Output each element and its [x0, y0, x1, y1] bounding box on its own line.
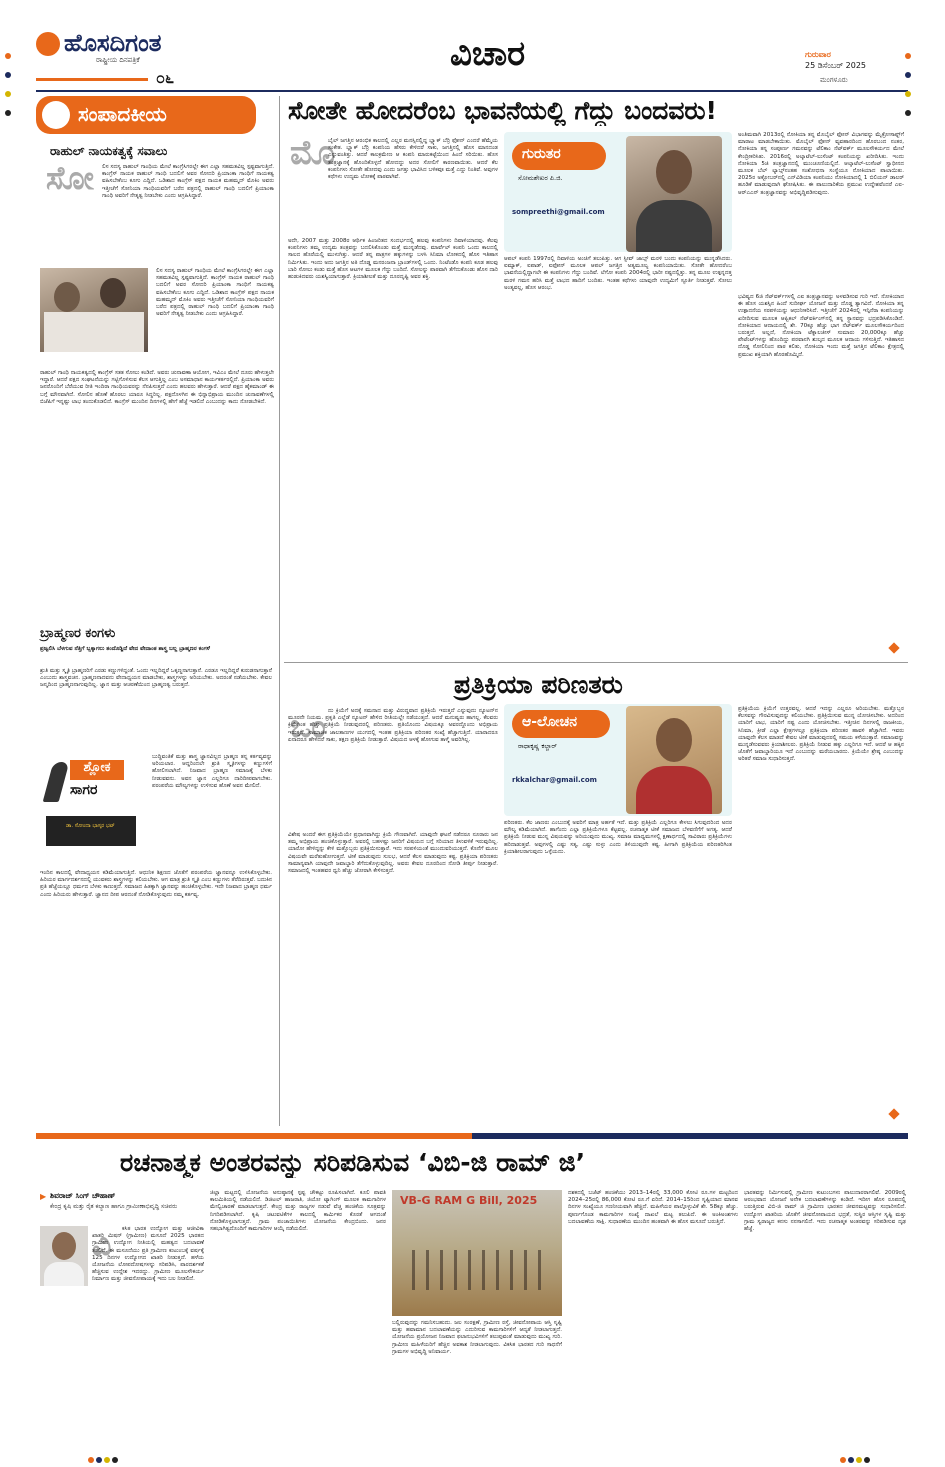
author-2-email: rkkalchar@gmail.com: [512, 776, 597, 784]
article-2: [284, 666, 908, 1126]
quill-icon: [43, 762, 70, 802]
article-1-headline: ಸೋತೇ ಹೋದರೆಂಬ ಭಾವನೆಯಲ್ಲಿ ಗೆದ್ದು ಬಂದವರು!: [288, 96, 717, 125]
author-2-portrait: [626, 706, 722, 814]
author-1-name: ಸೋಮಶೇಖರ ಪಿ.ಜಿ.: [518, 174, 563, 182]
shloka-title-2: ಸಾಗರ: [70, 782, 98, 798]
masthead-city: ಮಂಗಳೂರು: [820, 76, 848, 84]
article-3-col-1: ಕಸಿತ ಭಾರತ ಉದ್ಯೋಗ ಮತ್ತು ಆಜೀವಿಕಾ ಖಾತರಿ ಮಿಷನ್ (ಗ್ರಾಮೀಣ) ಮಸೂದೆ 2025 ಭಾರತದ ಗ್ರಾಮೀಣ ಉದ್ಯೋಗ ನೀತಿಯಲ್ಲಿ ಮಹತ್ವದ ಬದಲಾವಣೆ ತರಲಿದೆ. ಈ ಮಸೂದೆಯು ಪ್ರತಿ ಗ್ರಾಮೀಣ ಕುಟುಂಬಕ್ಕೆ ವರ್ಷಕ್ಕೆ 125 ದಿನಗಳ ಉದ್ಯೋಗದ ಖಾತರಿ ನೀಡುತ್ತದೆ. ಹಳೆಯ ಯೋಜನೆಯ ಲೋಪದೋಷಗಳನ್ನು ಸರಿಪಡಿಸಿ, ಪಾರದರ್ಶಕತೆ ಹೆಚ್ಚಿಸುವ ಉದ್ದೇಶ ಇದರದ್ದು. ಗ್ರಾಮೀಣ ಮೂಲಸೌಕರ್ಯ ನಿರ್ಮಾಣ ಮತ್ತು ಜೀವನೋಪಾಯಕ್ಕೆ ಇದು ಬಲ ನೀಡಲಿದೆ.: [92, 1226, 204, 1283]
article-1-col-2: ಅದೇ, 2007 ಮತ್ತು 2008ರ ಆರ್ಥಿಕ ಹಿಂಜರಿತದ ಸಂದರ್ಭದಲ್ಲಿ ಹಲವು ಕಂಪನಿಗಳು ದಿವಾಳಿಯಾದವು. ಕೆಲವು ಕಂಪನಿಗಳು ತಮ್ಮ ಉದ್ಯಮ ತಂತ್ರವನ್ನು ಬದಲಿಸಿಕೊಂಡು ಮತ್ತೆ ಮುನ್ನಡೆದವು. ಮಾರ್ವೆಲ್ ಕಂಪನಿ ಒಂದು ಕಾಲದಲ್ಲಿ ಸಾಲದ ಹೊರೆಯಲ್ಲಿ ಮುಳುಗಿತ್ತು. ಆದರೆ ತನ್ನ ಪಾತ್ರಗಳ ಹಕ್ಕುಗಳನ್ನು ಬಳಸಿ ಸಿನಿಮಾ ಲೋಕದಲ್ಲಿ ಹೊಸ ಇತಿಹಾಸ ನಿರ್ಮಿಸಿತು. ಇಂದು ಅದು ಜಗತ್ತಿನ ಅತಿ ದೊಡ್ಡ ಮನರಂಜನಾ ಬ್ರಾಂಡ್‌ಗಳಲ್ಲಿ ಒಂದು. ನಿಂಟೆಂಡೊ ಕಂಪನಿ ಕೂಡ ಹಲವು ಬಾರಿ ಸೋಲು ಕಂಡು ಮತ್ತೆ ಹೊಸ ಆಟಗಳ ಮೂಲಕ ಗೆದ್ದು ಬಂದಿದೆ. ಸೋಲನ್ನು ಪಾಠವಾಗಿ ತೆಗೆದುಕೊಂಡು ಹೊಸ ದಾರಿ ಹುಡುಕಿದವರು ಯಶಸ್ವಿಯಾಗುತ್ತಾರೆ. ಕ್ರಿಯಾಶೀಲತೆ ಮತ್ತು ದೂರದೃಷ್ಟಿ ಅವರ ಶಕ್ತಿ.: [288, 238, 498, 281]
article-3-author-shirt: [44, 1262, 84, 1286]
registration-dots-bottom-left: [88, 1448, 148, 1456]
vbg-photo-caption: VB-G RAM G Bill, 2025: [400, 1194, 538, 1207]
article-3-headline: ರಚನಾತ್ಮಕ ಅಂತರವನ್ನು ಸರಿಪಡಿಸುವ ‘ವಿಬಿ-ಜಿ ರಾಮ್ ಜಿ’: [120, 1148, 586, 1177]
article-1-col-4: ಅಂತಿಮವಾಗಿ 2013ರಲ್ಲಿ ನೋಕಿಯಾ ತನ್ನ ಮೊಬೈಲ್ ಫೋನ್ ವಿಭಾಗವನ್ನು ಮೈಕ್ರೋಸಾಫ್ಟ್‌ಗೆ ಮಾರಾಟ ಮಾಡಬೇಕಾಯಿತು. ಮೊಬೈಲ್ ಫೋನ್ ವ್ಯವಹಾರದಿಂದ ಹೊರಬಂದ ನಂತರ, ನೋಕಿಯಾ ತನ್ನ ಸಂಪೂರ್ಣ ಗಮನವನ್ನು ಟೆಲಿಕಾಂ ನೆಟ್‌ವರ್ಕ್ ಮೂಲಸೌಕರ್ಯದ ಮೇಲೆ ಕೇಂದ್ರೀಕರಿಸಿತು. 2016ರಲ್ಲಿ ಅಲ್ಕಾಟೆಲ್-ಲುಸೆಂಟ್ ಕಂಪನಿಯನ್ನು ಖರೀದಿಸಿತು. ಇಂದು ನೋಕಿಯಾ 5ಜಿ ತಂತ್ರಜ್ಞಾನದಲ್ಲಿ ಮುಂಚೂಣಿಯಲ್ಲಿದೆ. ಆಲ್ಕಾಟೆಲ್-ಲುಸೆಂಟ್ ಸ್ವಾಧೀನದ ಮೂಲಕ ಬೆಲ್ ಲ್ಯಾಬ್ಸ್‌ನಂತಹ ಸಂಶೋಧನಾ ಸಂಸ್ಥೆಯೂ ನೋಕಿಯಾದ ಪಾಲಾಯಿತು. 2025ರ ಅಕ್ಟೋಬರ್‌ನಲ್ಲಿ ಎನ್‌ವಿಡಿಯಾ ಕಂಪನಿಯು ನೋಕಿಯಾದಲ್ಲಿ 1 ಬಿಲಿಯನ್ ಡಾಲರ್ ಹೂಡಿಕೆ ಮಾಡುವುದಾಗಿ ಘೋಷಿಸಿತು. ಈ ಪಾಲುದಾರಿಕೆಯ ಪ್ರಮುಖ ಉದ್ದೇಶವೆಂದರೆ ಎಐ-ಆರ್‌ಎಎನ್ ತಂತ್ರಜ್ಞಾನವನ್ನು ಅಭಿವೃದ್ಧಿಪಡಿಸುವುದು.: [738, 132, 904, 196]
section-title: ವಿಚಾರ: [450, 34, 526, 74]
masthead-day: ಗುರುವಾರ: [805, 50, 831, 59]
page-number: ೦೬: [156, 68, 174, 87]
editorial-dropcap: ಸೋ: [46, 159, 94, 197]
bottom-band: [36, 1130, 908, 1142]
author-2-shirt: [636, 766, 712, 814]
author-1-face: [656, 150, 692, 194]
author-2-name: ರಾಧಾಕೃಷ್ಣ ಕಲ್ಚಾರ್: [518, 742, 557, 750]
article-3-author-name: ಶಿವರಾಜ್ ಸಿಂಗ್ ಚೌಹಾಣ್: [50, 1191, 116, 1200]
masthead-date: 25 ಡಿಸೆಂಬರ್ 2025: [805, 61, 867, 70]
byline-arrow-icon: ▶: [40, 1192, 47, 1201]
editorial-label: [36, 96, 256, 134]
article-1-col-3: ಆಪಲ್ ಕಂಪನಿ 1997ರಲ್ಲಿ ದಿವಾಳಿಯ ಅಂಚಿಗೆ ತಲುಪಿತ್ತು. ಆಗ ಸ್ಟೀವ್ ಜಾಬ್ಸ್ ಮರಳಿ ಬಂದು ಕಂಪನಿಯನ್ನು ಮುನ್ನಡೆಸಿದರು. ಐಮ್ಯಾಕ್, ಐಪಾಡ್, ಐಫೋನ್ ಮೂಲಕ ಆಪಲ್ ಜಗತ್ತಿನ ಅತ್ಯಮೂಲ್ಯ ಕಂಪನಿಯಾಯಿತು. ಸೋತೇ ಹೋದರೆಂಬ ಭಾವನೆಯಲ್ಲಿದ್ದಾಗಲೇ ಈ ಕಂಪನಿಗಳು ಗೆದ್ದು ಬಂದಿವೆ. ಲೆಗೋ ಕಂಪನಿ 2004ರಲ್ಲಿ ಭಾರೀ ನಷ್ಟದಲ್ಲಿತ್ತು. ತನ್ನ ಮೂಲ ಉತ್ಪನ್ನದತ್ತ ಮರಳಿ ಗಮನ ಹರಿಸಿ ಮತ್ತೆ ಲಾಭದ ಹಾದಿಗೆ ಬಂದಿತು. ಇಂತಹ ಕಥೆಗಳು ಯಾವುದೇ ಉದ್ಯಮಿಗೆ ಸ್ಫೂರ್ತಿ ನೀಡುತ್ತವೆ. ಸೋಲು ಅಂತ್ಯವಲ್ಲ, ಹೊಸ ಆರಂಭ.: [504, 256, 732, 291]
masthead-rule: [36, 90, 908, 92]
registration-dots-left: [5, 44, 13, 114]
article-2-col-3: ಪರಿಣತರು. ಕೆಲ ಜಾಣರು ಎಂಬುದಕ್ಕೆ ಅವರಿಗೆ ಮಾತ್ರ ಅರ್ಹತೆ ಇದೆ. ಮತ್ತು ಪ್ರತಿಕ್ರಿಯೆ ಎಲ್ಲರಿಗೂ ಕೇಳಲು ಸಿಗುವುದರಿಂದ ಅದರ ಮೌಲ್ಯ ಕಡಿಮೆಯಾಗಿದೆ. ಹಾಗೆಂದು ಎಲ್ಲಾ ಪ್ರತಿಕ್ರಿಯೆಗಳೂ ಕೆಟ್ಟವಲ್ಲ. ರಚನಾತ್ಮಕ ಟೀಕೆ ಸಮಾಜದ ಬೆಳವಣಿಗೆಗೆ ಅಗತ್ಯ. ಆದರೆ ಪ್ರತಿಕ್ರಿಯೆ ನೀಡುವ ಮುನ್ನ ವಿಷಯವನ್ನು ಅರಿಯುವುದು ಮುಖ್ಯ. ಸಮಾಜ ಮಾಧ್ಯಮಗಳಲ್ಲಿ ಕ್ಷಣಾರ್ಧದಲ್ಲಿ ಸಾವಿರಾರು ಪ್ರತಿಕ್ರಿಯೆಗಳು ಹರಿದಾಡುತ್ತವೆ. ಅವುಗಳಲ್ಲಿ ಎಷ್ಟು ಸತ್ಯ, ಎಷ್ಟು ಸುಳ್ಳು ಎಂದು ತಿಳಿಯುವುದೇ ಕಷ್ಟ. ಹೀಗಾಗಿ ಪ್ರತಿಕ್ರಿಯೆಯ ಪರಿಣತರಿಗಿಂತ ಕ್ರಿಯಾಶೀಲರಾಗುವುದು ಒಳ್ಳೆಯದು.: [504, 820, 732, 855]
article-2-dropcap: ಒಂ: [290, 707, 326, 745]
page-number-bar: [36, 78, 148, 81]
brahmana-section: [36, 626, 276, 1126]
article-3-dropcap: ವಿ: [92, 1228, 112, 1263]
author-1-email: sompreethi@gmail.com: [512, 208, 605, 216]
article-1-col-5: ಭವಿಷ್ಯದ 6ಜಿ ನೆಟ್‌ವರ್ಕ್‌ಗಳಲ್ಲಿ ಎಐ ತಂತ್ರಜ್ಞಾನವನ್ನು ಅಳವಡಿಸುವ ಗುರಿ ಇದೆ. ನೋಕಿಯಾದ ಈ ಹೊಸ ಯಶಸ್ಸಿನ ಹಿಂದೆ ಸುದೀರ್ಘ ಯೋಜನೆ ಮತ್ತು ದೊಡ್ಡ ತ್ಯಾಗವಿದೆ. ನೋಕಿಯಾ ತನ್ನ ಉತ್ಪಾದನೆಯ ಸರಪಳಿಯನ್ನು ಆಧುನೀಕರಿಸಿದೆ. ಇತ್ತೀಚೆಗೆ 2024ರಲ್ಲಿ ಇನ್ಫಿನೆರಾ ಕಂಪನಿಯನ್ನು ಖರೀದಿಸುವ ಮೂಲಕ ಆಪ್ಟಿಕಲ್ ನೆಟ್‌ವರ್ಕಿಂಗ್‌ನಲ್ಲಿ ತನ್ನ ಸ್ಥಾನವನ್ನು ಭದ್ರಪಡಿಸಿಕೊಂಡಿದೆ. ನೋಕಿಯಾದ ಆದಾಯದಲ್ಲಿ ಶೇ. 70ಕ್ಕೂ ಹೆಚ್ಚು ಭಾಗ ನೆಟ್‌ವರ್ಕ್ ಮೂಲಸೌಕರ್ಯದಿಂದ ಬರುತ್ತದೆ. ಅಲ್ಲದೆ, ನೋಕಿಯಾ ಟೆಕ್ನಾಲಜೀಸ್ ಸುಮಾರು 20,000ಕ್ಕೂ ಹೆಚ್ಚು ಪೇಟೆಂಟ್‌ಗಳನ್ನು ಹೊಂದಿದ್ದು ಪರವಾನಗಿ ಶುಲ್ಕದ ಮೂಲಕ ಆದಾಯ ಗಳಿಸುತ್ತಿದೆ. ಇತಿಹಾಸದ ದೊಡ್ಡ ಸೋಲಿನಿಂದ ಪಾಠ ಕಲಿತು, ನೋಕಿಯಾ ಇಂದು ಮತ್ತೆ ಜಗತ್ತಿನ ಟೆಲಿಕಾಂ ಕ್ಷೇತ್ರದಲ್ಲಿ ಪ್ರಮುಖ ಶಕ್ತಿಯಾಗಿ ಹೊರಹೊಮ್ಮಿದೆ.: [738, 294, 904, 358]
registration-dots-bottom-right: [840, 1448, 900, 1456]
article-3-col-5: ಭಾರತವನ್ನು ನಿರ್ಮಿಸುವಲ್ಲಿ ಗ್ರಾಮೀಣ ಕುಟುಂಬಗಳು ಪಾಲುದಾರರಾಗಲಿವೆ. 2009ರಲ್ಲಿ ಆರಂಭವಾದ ಯೋಜನೆ ಅನೇಕ ಬದಲಾವಣೆಗಳನ್ನು ಕಂಡಿದೆ. ಇದೀಗ ಹೊಸ ರೂಪದಲ್ಲಿ ಬರುತ್ತಿರುವ ವಿಬಿ-ಜಿ ರಾಮ್ ಜಿ ಗ್ರಾಮೀಣ ಭಾರತದ ಜೀವನಮಟ್ಟವನ್ನು ಸುಧಾರಿಸಲಿದೆ. ಉದ್ಯೋಗ ಖಾತರಿಯ ಜೊತೆಗೆ ಜೀವನೋಪಾಯದ ಭದ್ರತೆ, ಸುಸ್ಥಿರ ಆಸ್ತಿಗಳ ಸೃಷ್ಟಿ ಮತ್ತು ಗ್ರಾಮ ಸ್ವರಾಜ್ಯದ ಕನಸು ನನಸಾಗಲಿದೆ. ಇದು ರಚನಾತ್ಮಕ ಅಂತರವನ್ನು ಸರಿಪಡಿಸುವ ದೃಢ ಹೆಜ್ಜೆ.: [744, 1190, 906, 1233]
editorial-body-1b: ಲಿಸ ಸದಸ್ಯ ರಾಹುಲ್ ಗಾಂಧಿಯ ಮೇಲೆ ಕಾಂಗ್ರೆಸಿಗರಲ್ಲೇ ಈಗ ಎಲ್ಲಾ ಸಹಮತವಿಲ್ಲ ಸ್ಪಷ್ಟವಾಗುತ್ತಿದೆ. ಕಾಂಗ್ರೆಸ್ ನಾಯಕ ರಾಹುಲ್ ಗಾಂಧಿ ಬದಲಿಗೆ ಅವರ ಸೋದರಿ ಪ್ರಿಯಾಂಕಾ ಗಾಂಧಿಗೆ ನಾಯಕತ್ವ ವಹಿಸಬೇಕೆಂಬ ಕೂಗು ಎದ್ದಿದೆ. ಒಡಿಶಾದ ಕಾಂಗ್ರೆಸ್ ಪಕ್ಷದ ನಾಯಕ ಮಹಮ್ಮದ್ ಮೊಕಿಂ ಅವರು ಇತ್ತೀಚೆಗೆ ಸೋನಿಯಾ ಗಾಂಧಿಯವರಿಗೆ ಬರೆದ ಪತ್ರದಲ್ಲಿ ರಾಹುಲ್ ಗಾಂಧಿ ಬದಲಿಗೆ ಪ್ರಿಯಾಂಕಾ ಗಾಂಧಿ ಅವರಿಗೆ ನೇತೃತ್ವ ನೀಡಬೇಕು ಎಂದು ಆಗ್ರಹಿಸಿದ್ದಾರೆ.: [156, 268, 274, 318]
column-rule-left: [279, 96, 280, 1126]
shloka-author-name: ಡಾ. ಸೋಂದಾ ಭಾಸ್ಕರ ಭಟ್: [66, 823, 115, 829]
editorial-body-1: ಲಿಸ ಸದಸ್ಯ ರಾಹುಲ್ ಗಾಂಧಿಯ ಮೇಲೆ ಕಾಂಗ್ರೆಸಿಗರಲ್ಲೇ ಈಗ ಎಲ್ಲಾ ಸಹಮತವಿಲ್ಲ ಸ್ಪಷ್ಟವಾಗುತ್ತಿದೆ. ಕಾಂಗ್ರೆಸ್ ನಾಯಕ ರಾಹುಲ್ ಗಾಂಧಿ ಬದಲಿಗೆ ಅವರ ಸೋದರಿ ಪ್ರಿಯಾಂಕಾ ಗಾಂಧಿಗೆ ನಾಯಕತ್ವ ವಹಿಸಬೇಕೆಂಬ ಕೂಗು ಎದ್ದಿದೆ. ಒಡಿಶಾದ ಕಾಂಗ್ರೆಸ್ ಪಕ್ಷದ ನಾಯಕ ಮಹಮ್ಮದ್ ಮೊಕಿಂ ಅವರು ಇತ್ತೀಚೆಗೆ ಸೋನಿಯಾ ಗಾಂಧಿಯವರಿಗೆ ಬರೆದ ಪತ್ರದಲ್ಲಿ ರಾಹುಲ್ ಗಾಂಧಿ ಬದಲಿಗೆ ಪ್ರಿಯಾಂಕಾ ಗಾಂಧಿ ಅವರಿಗೆ ನೇತೃತ್ವ ನೀಡಬೇಕು ಎಂದು ಆಗ್ರಹಿಸಿದ್ದಾರೆ.: [102, 164, 274, 199]
band-orange: [36, 1133, 472, 1139]
shloka-title-1: ಶ್ಲೋಕ: [70, 760, 124, 780]
editorial-logo-icon: [42, 101, 70, 129]
article-2-col-2: ವಿಶೇಷ ಅಂದರೆ ಈಗ ಪ್ರತಿಕ್ರಿಯೆಯೇ ಪ್ರಧಾನವಾಗಿದ್ದು ಕ್ರಿಯೆ ಗೌಣವಾಗಿದೆ. ಯಾವುದೇ ಘಟನೆ ನಡೆದರೂ ನೂರಾರು ಜನ ತಮ್ಮ ಅಭಿಪ್ರಾಯ ಹಂಚಿಕೊಳ್ಳುತ್ತಾರೆ. ಅವರಲ್ಲಿ ಬಹಳಷ್ಟು ಜನರಿಗೆ ವಿಷಯದ ಬಗ್ಗೆ ಸರಿಯಾದ ತಿಳುವಳಿಕೆ ಇರುವುದಿಲ್ಲ. ಯಾರೋ ಹೇಳಿದ್ದನ್ನು ಕೇಳಿ ಮತ್ತೊಬ್ಬರು ಪ್ರತಿಕ್ರಿಯಿಸುತ್ತಾರೆ. ಇದು ಸರಪಳಿಯಂತೆ ಮುಂದುವರಿಯುತ್ತದೆ. ಕೊನೆಗೆ ಮೂಲ ವಿಷಯವೇ ಮರೆತುಹೋಗುತ್ತದೆ. ಟೀಕೆ ಮಾಡುವುದು ಸುಲಭ, ಆದರೆ ಕೆಲಸ ಮಾಡುವುದು ಕಷ್ಟ. ಪ್ರತಿಕ್ರಿಯಾ ಪರಿಣತರು ಸಾಮಾನ್ಯವಾಗಿ ಯಾವುದೇ ಜವಾಬ್ದಾರಿ ತೆಗೆದುಕೊಳ್ಳುವುದಿಲ್ಲ. ಅವರು ಕೇವಲ ದೂರದಿಂದ ನೋಡಿ ತೀರ್ಪು ನೀಡುತ್ತಾರೆ. ಸಮಾಜದಲ್ಲಿ ಇಂತಹವರ ಧ್ವನಿ ಹೆಚ್ಚು ಜೋರಾಗಿ ಕೇಳಿಸುತ್ತದೆ.: [288, 832, 498, 875]
editorial-photo-person-1: [54, 282, 80, 312]
editorial-photo-person-2: [100, 278, 126, 308]
editorial-headline: ರಾಹುಲ್ ನಾಯಕತ್ವಕ್ಕೆ ಸವಾಲು: [50, 144, 168, 158]
logo-tagline: ರಾಷ್ಟ್ರೀಯ ದಿನಪತ್ರಿಕೆ: [96, 56, 140, 64]
editorial-section: [36, 96, 276, 618]
editorial-label-text: ಸಂಪಾದಕೀಯ: [78, 102, 167, 126]
article-3-col-4: ದಶಕದಲ್ಲಿ ಬಜೆಟ್ ಹಂಚಿಕೆಯು 2013–14ರಲ್ಲಿ 33,000 ಕೋಟಿ ರೂ.ಗಳ ಮಟ್ಟದಿಂದ 2024–25ರಲ್ಲಿ 86,000 ಕೋಟಿ ರೂ.ಗೆ ಏರಿದೆ. 2014–15ರಿಂದ ಸೃಷ್ಟಿಯಾದ ಮಾನವ ದಿನಗಳ ಸಂಖ್ಯೆಯೂ ಗಣನೀಯವಾಗಿ ಹೆಚ್ಚಿದೆ. ಮಹಿಳೆಯರ ಪಾಲ್ಗೊಳ್ಳುವಿಕೆ ಶೇ. 58ಕ್ಕೂ ಹೆಚ್ಚು. ಪೂರ್ಣಗೊಂಡ ಕಾಮಗಾರಿಗಳ ಸಂಖ್ಯೆ ದಾಖಲೆ ಮಟ್ಟ ತಲುಪಿದೆ. ಈ ಅಂಕಿಅಂಶಗಳು ಬದಲಾವಣೆಯ ಸಾಕ್ಷಿ. ಸುಧಾರಣೆಯ ಮುಂದಿನ ಹಂತವಾಗಿ ಈ ಹೊಸ ಮಸೂದೆ ಬರುತ್ತಿದೆ.: [568, 1190, 738, 1225]
author-1-label-text: ಗುರುತರ: [522, 146, 561, 162]
logo-block: [36, 30, 246, 86]
author-2-face: [656, 718, 692, 762]
author-2-label: [512, 710, 610, 738]
article-1: [284, 96, 908, 656]
article-3-author-role: ಕೇಂದ್ರ ಕೃಷಿ ಮತ್ತು ರೈತ ಕಲ್ಯಾಣ ಹಾಗೂ ಗ್ರಾಮೀಣಾಭಿವೃದ್ಧಿ ಸಚಿವರು: [50, 1203, 178, 1210]
article-2-headline: ಪ್ರತಿಕ್ರಿಯಾ ಪರಿಣತರು: [454, 670, 623, 699]
brahmana-body-3: ಇಂದಿನ ಕಾಲದಲ್ಲಿ ವೇದಾಧ್ಯಯನ ಕಡಿಮೆಯಾಗುತ್ತಿದೆ. ಆಧುನಿಕ ಶಿಕ್ಷಣದ ಜೊತೆಗೆ ಪರಂಪರೆಯ ಜ್ಞಾನವನ್ನೂ ಉಳಿಸಿಕೊಳ್ಳಬೇಕು. ಹಿರಿಯರ ಮಾರ್ಗದರ್ಶನದಲ್ಲಿ ಯುವಕರು ಶಾಸ್ತ್ರಗಳನ್ನು ಕಲಿಯಬೇಕು. ಆಗ ಮಾತ್ರ ಶ್ರುತಿ ಸ್ಮೃತಿ ಎಂಬ ಕಣ್ಣುಗಳು ತೆರೆದಿರುತ್ತವೆ. ಬದುಕಿನ ಪ್ರತಿ ಹೆಜ್ಜೆಯಲ್ಲೂ ಧರ್ಮದ ಬೆಳಕು ಕಾಣುತ್ತದೆ. ಸಮಾಜದ ಹಿತಕ್ಕಾಗಿ ಜ್ಞಾನವನ್ನು ಹಂಚಿಕೊಳ್ಳಬೇಕು. ಇದೇ ನಿಜವಾದ ಬ್ರಾಹ್ಮಣ ಧರ್ಮ ಎಂದು ಹಿರಿಯರು ಹೇಳುತ್ತಾರೆ. ಜ್ಞಾನದ ದೀಪ ಆರದಂತೆ ನೋಡಿಕೊಳ್ಳುವುದು ನಮ್ಮ ಕರ್ತವ್ಯ.: [40, 870, 272, 898]
brahmana-body-2: ಬುದ್ಧಿವಂತಿಕೆ ಮತ್ತು ಶಾಸ್ತ್ರ ಜ್ಞಾನವಿಲ್ಲದ ಬ್ರಾಹ್ಮಣ ತನ್ನ ಕರ್ತವ್ಯವನ್ನು ಅರಿಯಲಾರ. ಆದ್ದರಿಂದಲೇ ಶ್ರುತಿ ಸ್ಮೃತಿಗಳನ್ನು ಕಣ್ಣುಗಳಿಗೆ ಹೋಲಿಸಲಾಗಿದೆ. ನಿಜವಾದ ಬ್ರಾಹ್ಮಣ ಸಮಾಜಕ್ಕೆ ಬೆಳಕು ನೀಡುವವನು. ಅವನ ಜ್ಞಾನ ಎಲ್ಲರಿಗೂ ದಾರಿದೀಪವಾಗಬೇಕು. ಪರಂಪರೆಯ ಮೌಲ್ಯಗಳನ್ನು ಉಳಿಸುವ ಹೊಣೆ ಅವನ ಮೇಲಿದೆ.: [152, 754, 272, 789]
author-box-2: [504, 704, 732, 816]
article-3: [36, 1146, 908, 1446]
shloka-author-portrait: [46, 816, 136, 846]
article-2-col-1: ದು ಕ್ರಿಯೆಗೆ ಅದಕ್ಕೆ ಸಮನಾದ ಮತ್ತು ವಿರುದ್ಧವಾದ ಪ್ರತಿಕ್ರಿಯೆ ಇರುತ್ತದೆ ಎನ್ನುವುದು ನ್ಯೂಟನ್‌ನ ಮೂರನೇ ನಿಯಮ. ಪ್ರಕೃತಿ ಎಲ್ಲೆಡೆ ನ್ಯೂಟನ್ ಹೇಳಿದ ರೀತಿಯಲ್ಲೇ ನಡೆಯುತ್ತದೆ. ಆದರೆ ಮನುಷ್ಯರು ಹಾಗಲ್ಲ. ಕೆಲವರು ಕ್ರಿಯೆಗಿಂತ ಹೆಚ್ಚು ಪ್ರತಿಕ್ರಿಯೆ ನೀಡುವುದರಲ್ಲಿ ಪರಿಣತರು. ಪ್ರತಿಯೊಂದು ವಿಷಯಕ್ಕೂ ಅವರದ್ದೊಂದು ಅಭಿಪ್ರಾಯ ಇರುತ್ತದೆ. ಸಾಮಾಜಿಕ ಜಾಲತಾಣಗಳ ಯುಗದಲ್ಲಿ ಇಂತಹ ಪ್ರತಿಕ್ರಿಯಾ ಪರಿಣತರ ಸಂಖ್ಯೆ ಹೆಚ್ಚಾಗುತ್ತಿದೆ. ಯಾರಾದರೂ ಏನಾದರೂ ಹೇಳಿದರೆ ಸಾಕು, ತಕ್ಷಣ ಪ್ರತಿಕ್ರಿಯೆ ನೀಡುತ್ತಾರೆ. ವಿಷಯದ ಆಳಕ್ಕೆ ಹೋಗುವ ತಾಳ್ಮೆ ಅವರಿಗಿಲ್ಲ.: [288, 708, 498, 743]
article-1-col-1: ಬೈಲ್ ಜಗತ್ತಿನ ಆರಂಭಿಕ ಕಾಲದಲ್ಲಿ ಎಲ್ಲರ ಮನಸ್ಸಿನಲ್ಲಿದ್ದ ಬ್ಲ್ಯಾಕ್ ಬೆರ್ರಿ ಫೋನ್ ಎಂದರೆ ಹೆಮ್ಮೆಯ ಸಂಕೇತ. ಬ್ಲ್ಯಾಕ್ ಬೆರ್ರಿ ಕಂಪನಿಯ ಹೆಸರು ಕೇಳಿದರೆ ಸಾಕು, ಜಗತ್ತಿನಲ್ಲಿ ಹೊಸ ಮಾನದಂಡ ಎನ್ನುವಂತಿತ್ತು. ಆದರೆ ಕಾಲಕ್ರಮೇಣ ಆ ಕಂಪನಿ ಮಾರುಕಟ್ಟೆಯಿಂದ ಹಿಂದೆ ಸರಿಯಿತು. ಹೊಸ ತಂತ್ರಜ್ಞಾನಕ್ಕೆ ಹೊಂದಿಕೊಳ್ಳದೆ ಹೋದದ್ದು ಅದರ ಸೋಲಿಗೆ ಕಾರಣವಾಯಿತು. ಆದರೆ ಕೆಲ ಕಂಪನಿಗಳು ಸೋತೇ ಹೋದವು ಎಂದು ಜಗತ್ತು ಭಾವಿಸಿದ ಬಳಿಕವೂ ಮತ್ತೆ ಎದ್ದು ನಿಂತಿವೆ. ಅವುಗಳ ಕಥೆಗಳು ಉದ್ಯಮ ಲೋಕಕ್ಕೆ ಪಾಠವಾಗಿವೆ.: [328, 138, 498, 181]
author-1-label: [512, 142, 606, 170]
author-1-portrait: [626, 136, 722, 252]
editorial-photo: [40, 268, 148, 352]
article-3-author-face: [52, 1232, 76, 1260]
author-2-label-text: ಆ-ಲೋಚನ: [522, 714, 577, 730]
brahmana-intro: ಪ್ರಜ್ವಲಿಸಿ ಬೆಳಗುವ ನೆತ್ತಿಗೆ ಬ್ಬಕ್ಕಾಗಲು ತಂದೊಡ್ಡಿದೆ ವೇದ ವೇದಾಂತ ಶಾಸ್ತ್ರ ಬಲ್ಲ ಬ್ರಾಹ್ಮಣರ ಕಂಗಳೆ: [40, 646, 210, 652]
logo-lamp-icon: [36, 32, 60, 56]
row-rule-1: [284, 662, 908, 663]
author-box-1: [504, 132, 732, 252]
article-2-col-4: ಪ್ರತಿಕ್ರಿಯೆಯ ಕ್ರಿಯೆಗೆ ಉತ್ತರವಲ್ಲ. ಆದರೆ ಇದನ್ನು ಎಲ್ಲರೂ ಅರಿಯಬೇಕು. ಮತ್ತೊಬ್ಬರ ಕೆಲಸವನ್ನು ಗೌರವಿಸುವುದನ್ನು ಕಲಿಯಬೇಕು. ಪ್ರತಿಕ್ರಿಯಿಸುವ ಮುನ್ನ ಯೋಚಿಸಬೇಕು. ಅದರಿಂದ ಯಾರಿಗೆ ಲಾಭ, ಯಾರಿಗೆ ನಷ್ಟ ಎಂದು ಯೋಚಿಸಬೇಕು. ಇತ್ತೀಚಿನ ದಿನಗಳಲ್ಲಿ ರಾಜಕೀಯ, ಸಿನಿಮಾ, ಕ್ರೀಡೆ ಎಲ್ಲಾ ಕ್ಷೇತ್ರಗಳಲ್ಲೂ ಪ್ರತಿಕ್ರಿಯಾ ಪರಿಣತರ ಹಾವಳಿ ಹೆಚ್ಚಾಗಿದೆ. ಇವರು ಯಾವುದೇ ಕೆಲಸ ಮಾಡದೆ ಕೇವಲ ಟೀಕೆ ಮಾಡುವುದರಲ್ಲಿ ಸಮಯ ಕಳೆಯುತ್ತಾರೆ. ಸಮಾಜವನ್ನು ಮುನ್ನಡೆಸುವವರು ಕ್ರಿಯಾಶೀಲರು. ಪ್ರತಿಕ್ರಿಯೆ ನೀಡುವ ಹಕ್ಕು ಎಲ್ಲರಿಗೂ ಇದೆ. ಆದರೆ ಆ ಹಕ್ಕಿನ ಜೊತೆಗೆ ಜವಾಬ್ದಾರಿಯೂ ಇದೆ ಎಂಬುದನ್ನು ಮರೆಯಬಾರದು. ಕ್ರಿಯೆಯೇ ಶ್ರೇಷ್ಠ ಎಂಬುದನ್ನು ಅರಿತರೆ ಸಮಾಜ ಸುಧಾರಿಸುತ್ತದೆ.: [738, 706, 904, 763]
article-3-col-3: ಬಲ್ಲಿರುವುದನ್ನು ಗಮನಿಸಬಹುದು. ಜಲ ಸಂರಕ್ಷಣೆ, ಗ್ರಾಮೀಣ ರಸ್ತೆ, ಜೀವನೋಪಾಯ ಆಸ್ತಿ ಸೃಷ್ಟಿ ಮತ್ತು ಹವಾಮಾನ ಬದಲಾವಣೆಯನ್ನು ಎದುರಿಸುವ ಕಾಮಗಾರಿಗಳಿಗೆ ಆದ್ಯತೆ ನೀಡಲಾಗುತ್ತದೆ. ಯೋಜನೆಯ ಪ್ರಯೋಜನ ನಿಜವಾದ ಫಲಾನುಭವಿಗಳಿಗೆ ತಲುಪುವಂತೆ ಮಾಡುವುದು ಮುಖ್ಯ ಗುರಿ. ಗ್ರಾಮೀಣ ಮಹಿಳೆಯರಿಗೆ ಹೆಚ್ಚಿನ ಅವಕಾಶ ನೀಡಲಾಗುವುದು. ವಿಕಸಿತ ಭಾರತದ ಗುರಿ ಸಾಧನೆಗೆ ಗ್ರಾಮಗಳ ಅಭಿವೃದ್ಧಿ ಅನಿವಾರ್ಯ.: [392, 1320, 562, 1355]
brahmana-headline: ಬ್ರಾಹ್ಮಣರ ಕಂಗಳು: [40, 626, 116, 641]
vbg-photo: [392, 1190, 562, 1316]
editorial-photo-bodies: [44, 312, 144, 352]
article-1-dropcap: ಮೊ: [290, 133, 335, 173]
logo-text: ಹೊಸದಿಗಂತ: [64, 28, 162, 57]
shloka-sagara-badge: [40, 754, 144, 866]
article-3-author-portrait: [40, 1226, 88, 1286]
brahmana-body: ಶ್ರುತಿ ಮತ್ತು ಸ್ಮೃತಿ ಬ್ರಾಹ್ಮಣರಿಗೆ ಎರಡು ಕಣ್ಣುಗಳಿದ್ದಂತೆ. ಒಂದು ಇಲ್ಲದಿದ್ದರೆ ಒಕ್ಕಣ್ಣನಾಗುತ್ತಾನೆ. ಎರಡೂ ಇಲ್ಲದಿದ್ದರೆ ಕುರುಡನಾಗುತ್ತಾನೆ ಎಂಬುದು ಶಾಸ್ತ್ರವಚನ. ಬ್ರಾಹ್ಮಣನಾದವನು ವೇದಾಧ್ಯಯನ ಮಾಡಬೇಕು, ಶಾಸ್ತ್ರಗಳನ್ನು ಅರಿಯಬೇಕು. ಅದರಂತೆ ನಡೆಯಬೇಕು. ಕೇವಲ ಜನ್ಮದಿಂದ ಬ್ರಾಹ್ಮಣನಾಗುವುದಿಲ್ಲ. ಜ್ಞಾನ ಮತ್ತು ಆಚರಣೆಯಿಂದ ಬ್ರಾಹ್ಮಣತ್ವ ಬರುತ್ತದೆ.: [40, 668, 272, 689]
vbg-photo-workers: [412, 1250, 542, 1290]
article-3-col-2: ಜಿಲ್ಲಾ ಮಟ್ಟದಲ್ಲಿ ಯೋಜನೆಯ ಅನುಷ್ಠಾನಕ್ಕೆ ಸ್ಪಷ್ಟ ಚೌಕಟ್ಟು ರೂಪಿಸಲಾಗಿದೆ. ಕೂಲಿ ಪಾವತಿ ಕಾಲಮಿತಿಯಲ್ಲಿ ನಡೆಯಲಿದೆ. ಡಿಜಿಟಲ್ ಹಾಜರಾತಿ, ಜಿಯೋ ಟ್ಯಾಗಿಂಗ್ ಮೂಲಕ ಕಾಮಗಾರಿಗಳ ಮೇಲ್ವಿಚಾರಣೆ ಮಾಡಲಾಗುತ್ತದೆ. ಕೇಂದ್ರ ಮತ್ತು ರಾಜ್ಯಗಳ ನಡುವೆ ವೆಚ್ಚ ಹಂಚಿಕೆಯ ಸೂತ್ರವನ್ನು ನಿಗದಿಪಡಿಸಲಾಗಿದೆ. ಕೃಷಿ ಚಟುವಟಿಕೆಗಳ ಕಾಲದಲ್ಲಿ ಕಾರ್ಮಿಕರ ಕೊರತೆ ಆಗದಂತೆ ನೋಡಿಕೊಳ್ಳಲಾಗುತ್ತದೆ. ಗ್ರಾಮ ಪಂಚಾಯಿತಿಗಳು ಯೋಜನೆಯ ಕೇಂದ್ರಬಿಂದು. ಜನರ ಸಹಭಾಗಿತ್ವದೊಂದಿಗೆ ಕಾಮಗಾರಿಗಳ ಆಯ್ಕೆ ನಡೆಯಲಿದೆ.: [210, 1190, 386, 1233]
masthead: [0, 0, 945, 92]
author-1-shirt: [636, 200, 712, 252]
editorial-body-2: ರಾಹುಲ್ ಗಾಂಧಿ ನಾಯಕತ್ವದಲ್ಲಿ ಕಾಂಗ್ರೆಸ್ ಸತತ ಸೋಲು ಕಂಡಿದೆ. ಅವರು ಚುನಾವಣಾ ಆಯೋಗ, ಇವಿಎಂ ಮೇಲೆ ದೂರು ಹೇಳುತ್ತಲೇ ಇದ್ದಾರೆ. ಆದರೆ ಪಕ್ಷದ ಸಂಘಟನೆಯನ್ನು ಗಟ್ಟಿಗೊಳಿಸುವ ಕೆಲಸ ಆಗುತ್ತಿಲ್ಲ ಎಂಬ ಅಸಮಾಧಾನ ಕಾರ್ಯಕರ್ತರಲ್ಲಿದೆ. ಪ್ರಿಯಾಂಕಾ ಅವರು ಜನರೊಂದಿಗೆ ಬೆರೆಯುವ ರೀತಿ ಇಂದಿರಾ ಗಾಂಧಿಯವರನ್ನು ನೆನಪಿಸುತ್ತದೆ ಎಂದು ಹಲವರು ಹೇಳುತ್ತಾರೆ. ಆದರೆ ಪಕ್ಷದ ಹೈಕಮಾಂಡ್ ಈ ಬಗ್ಗೆ ಮೌನವಾಗಿದೆ. ಸೋಲಿನ ಹೊಣೆ ಹೊರಲು ಯಾರೂ ಸಿದ್ಧರಿಲ್ಲ. ಪಕ್ಷದೊಳಗಿನ ಈ ಭಿನ್ನಾಭಿಪ್ರಾಯ ಮುಂದಿನ ಚುನಾವಣೆಗಳಲ್ಲಿ ಬಿಜೆಪಿಗೆ ಇನ್ನಷ್ಟು ಲಾಭ ತಂದುಕೊಡಲಿದೆ. ಕಾಂಗ್ರೆಸ್ ಮುಂದಿನ ದಿನಗಳಲ್ಲಿ ಹೇಗೆ ಹೆಜ್ಜೆ ಇಡಲಿದೆ ಎಂಬುದನ್ನು ಕಾದು ನೋಡಬೇಕಿದೆ.: [40, 370, 274, 405]
band-navy: [472, 1133, 908, 1139]
